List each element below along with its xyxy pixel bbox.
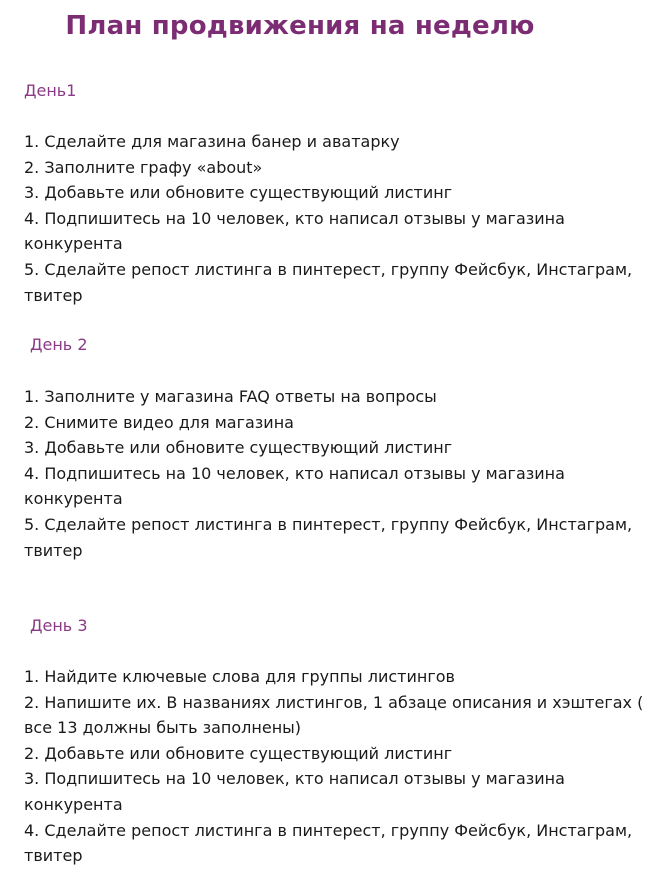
task-text: Заполните у магазина FAQ ответы на вопросы bbox=[39, 387, 437, 406]
task-item bbox=[24, 435, 644, 461]
task-item bbox=[24, 741, 644, 767]
day-1-task-list bbox=[24, 129, 644, 308]
task-text: Напишите их. В названиях листингов, 1 абзаце описания и хэштегах ( все 13 должны быть заполнены) bbox=[24, 692, 644, 738]
task-text: Сделайте репост листинга в пинтерест, группу Фейсбук, Инстаграм, твитер bbox=[24, 820, 633, 866]
task-text: Добавьте или обновите существующий листинг bbox=[39, 438, 453, 458]
task-item bbox=[24, 410, 644, 436]
task-number: 2. bbox=[24, 692, 40, 712]
task-text: Найдите ключевые слова для группы листингов bbox=[39, 667, 455, 686]
task-text: Снимите видео для магазина bbox=[39, 412, 294, 432]
task-text: Добавьте или обновите существующий листинг bbox=[39, 183, 453, 203]
task-number: 5. bbox=[24, 514, 40, 534]
task-number: 1. bbox=[24, 667, 40, 686]
task-item bbox=[24, 461, 644, 512]
day-1-heading: День1 bbox=[24, 81, 77, 100]
task-item bbox=[24, 155, 644, 181]
page-title: План продвижения на неделю bbox=[65, 11, 535, 41]
task-text: Добавьте или обновите существующий листинг bbox=[39, 743, 453, 763]
task-text: Заполните графу «about» bbox=[39, 157, 263, 177]
task-number: 5. bbox=[24, 259, 40, 279]
task-text: Подпишитесь на 10 человек, кто написал отзывы у магазина конкурента bbox=[24, 463, 565, 509]
task-number: 2. bbox=[24, 412, 40, 432]
task-number: 4. bbox=[24, 463, 40, 483]
task-item bbox=[24, 384, 644, 410]
task-text: Сделайте для магазина банер и аватарку bbox=[39, 132, 400, 151]
task-item bbox=[24, 664, 644, 690]
task-number: 3. bbox=[24, 438, 40, 458]
task-number: 1. bbox=[24, 387, 40, 406]
task-number: 2. bbox=[24, 743, 40, 763]
task-item bbox=[24, 818, 644, 869]
day-3-task-list bbox=[24, 664, 644, 869]
task-number: 3. bbox=[24, 183, 40, 203]
task-item bbox=[24, 206, 644, 257]
task-text: Сделайте репост листинга в пинтерест, группу Фейсбук, Инстаграм, твитер bbox=[24, 259, 633, 305]
task-item bbox=[24, 766, 644, 817]
task-number: 1. bbox=[24, 132, 40, 151]
task-text: Подпишитесь на 10 человек, кто написал отзывы у магазина конкурента bbox=[24, 769, 565, 814]
day-2-heading: День 2 bbox=[30, 335, 88, 354]
task-item bbox=[24, 512, 644, 563]
task-number: 4. bbox=[24, 208, 40, 228]
task-text: Сделайте репост листинга в пинтерест, группу Фейсбук, Инстаграм, твитер bbox=[24, 514, 633, 560]
day-2-task-list bbox=[24, 384, 644, 563]
task-number: 3. bbox=[24, 769, 40, 789]
task-item bbox=[24, 690, 644, 741]
task-number: 2. bbox=[24, 157, 40, 177]
day-3-heading: День 3 bbox=[30, 616, 88, 635]
task-item bbox=[24, 257, 644, 308]
task-number: 4. bbox=[24, 820, 40, 840]
task-item bbox=[24, 180, 644, 206]
task-text: Подпишитесь на 10 человек, кто написал отзывы у магазина конкурента bbox=[24, 208, 565, 254]
task-item bbox=[24, 129, 644, 155]
